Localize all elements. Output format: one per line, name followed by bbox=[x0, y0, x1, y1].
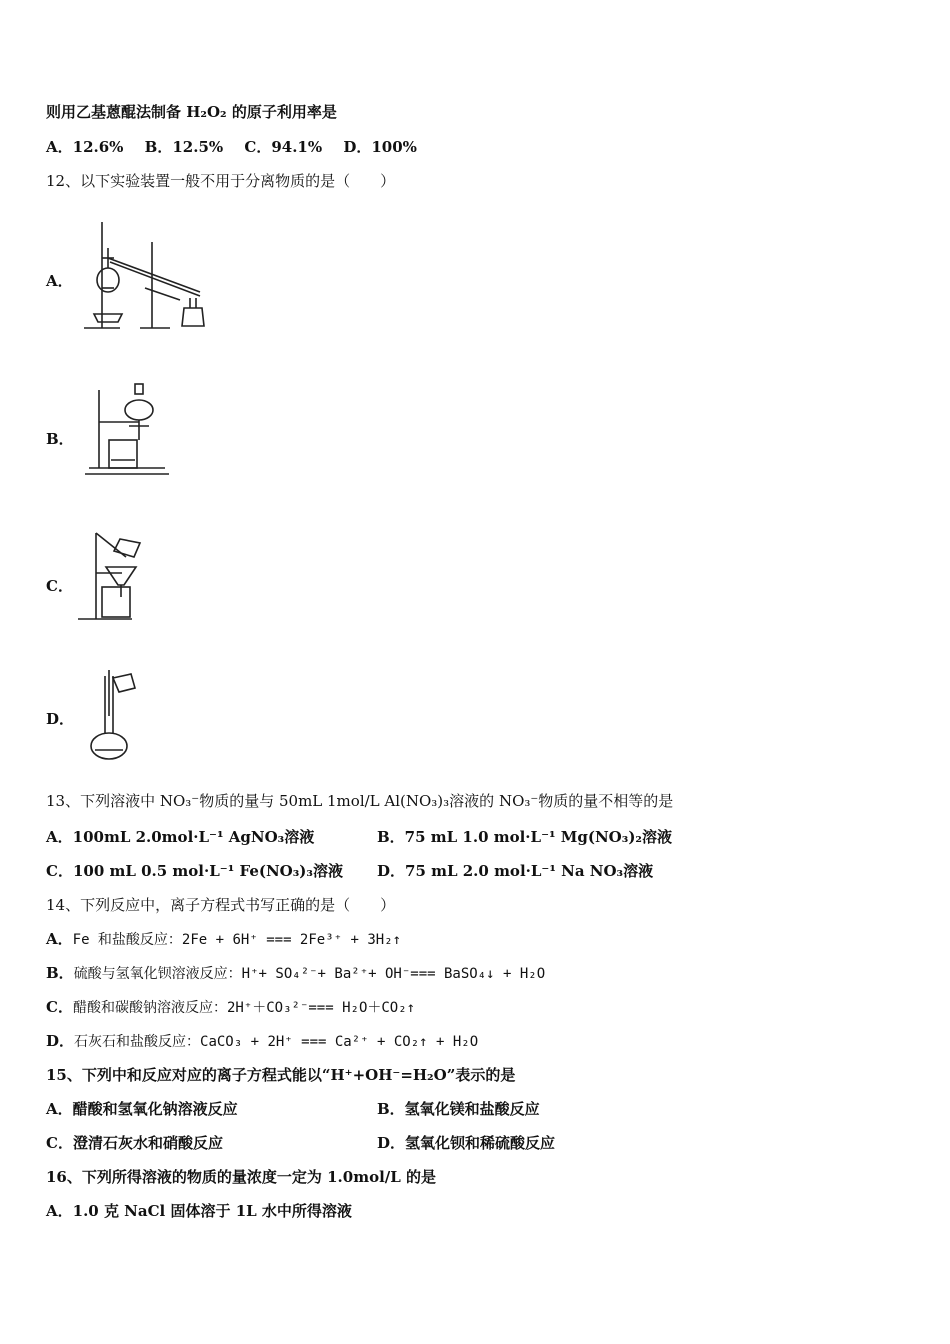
option-a[interactable] bbox=[46, 929, 401, 950]
option-a-label: A． bbox=[46, 930, 73, 948]
question-12-stem: 12、以下实验装置一般不用于分离物质的是（ ） bbox=[46, 172, 396, 190]
question-15-stem: 15、下列中和反应对应的离子方程式能以“H⁺+OH⁻=H₂O”表示的是 bbox=[46, 1066, 516, 1084]
option-d-label[interactable]: D． bbox=[46, 710, 75, 728]
option-d-label: D． bbox=[46, 1032, 75, 1050]
option-c-label: C． bbox=[46, 998, 73, 1016]
question-11-options bbox=[46, 137, 433, 157]
question-13-row1 bbox=[46, 827, 314, 847]
option-d-text: 石灰石和盐酸反应：CaCO₃ + 2H⁺ === Ca²⁺ + CO₂↑ + H₂O bbox=[74, 1034, 479, 1050]
option-c-label[interactable]: C． bbox=[46, 577, 73, 595]
option-b[interactable] bbox=[46, 963, 545, 984]
option-b[interactable]: B．12.5% bbox=[144, 138, 224, 156]
question-13-stem bbox=[46, 791, 673, 811]
option-a[interactable]: A．100mL 2.0mol·L⁻¹ AgNO₃溶液 bbox=[46, 828, 315, 846]
question-13-text: 13、下列溶液中 NO₃⁻物质的量与 50mL 1mol/L Al(NO₃)₃溶液的 NO₃⁻物质的量不相等的是 bbox=[46, 792, 674, 810]
option-c[interactable] bbox=[46, 997, 415, 1018]
volumetric-flask-image bbox=[85, 666, 143, 764]
separatory-funnel-image bbox=[83, 380, 173, 480]
option-b-text: 硫酸与氢氧化钡溶液反应：H⁺+ SO₄²⁻+ Ba²⁺+ OH⁻=== BaSO₄↓ + H₂O bbox=[73, 966, 546, 982]
question-16-stem: 16、下列所得溶液的物质的量浓度一定为 1.0mol/L 的是 bbox=[46, 1168, 437, 1186]
option-a[interactable]: A．1.0 克 NaCl 固体溶于 1L 水中所得溶液 bbox=[46, 1202, 352, 1220]
distillation-apparatus-image bbox=[80, 218, 215, 333]
option-c[interactable]: C．澄清石灰水和硝酸反应 bbox=[46, 1134, 223, 1152]
option-d[interactable]: D．氢氧化钡和稀硫酸反应 bbox=[377, 1134, 556, 1152]
option-a[interactable]: A．12.6% bbox=[46, 138, 124, 156]
question-14-stem: 14、下列反应中，离子方程式书写正确的是（ ） bbox=[46, 896, 396, 914]
question-11-stem: 则用乙基蒽醌法制备 H₂O₂ 的原子利用率是 bbox=[46, 103, 337, 121]
option-b[interactable]: B．75 mL 1.0 mol·L⁻¹ Mg(NO₃)₂溶液 bbox=[377, 828, 672, 846]
option-c[interactable]: C．94.1% bbox=[244, 138, 323, 156]
option-b-label: B． bbox=[46, 964, 74, 982]
option-a-text: Fe 和盐酸反应：2Fe + 6H⁺ === 2Fe³⁺ + 3H₂↑ bbox=[72, 932, 402, 948]
option-b[interactable]: B．氢氧化镁和盐酸反应 bbox=[377, 1100, 540, 1118]
option-a-label[interactable]: A． bbox=[46, 272, 73, 290]
option-d[interactable] bbox=[46, 1031, 478, 1052]
filtration-apparatus-image bbox=[76, 527, 148, 625]
option-c[interactable]: C．100 mL 0.5 mol·L⁻¹ Fe(NO₃)₃溶液 bbox=[46, 862, 343, 880]
question-13-row2 bbox=[46, 861, 343, 881]
option-b-label[interactable]: B． bbox=[46, 430, 74, 448]
option-a[interactable]: A．醋酸和氢氧化钠溶液反应 bbox=[46, 1100, 238, 1118]
option-d[interactable]: D．100% bbox=[343, 138, 417, 156]
option-c-text: 醋酸和碳酸钠溶液反应：2H⁺＋CO₃²⁻=== H₂O＋CO₂↑ bbox=[72, 1000, 416, 1016]
option-d[interactable]: D．75 mL 2.0 mol·L⁻¹ Na NO₃溶液 bbox=[377, 862, 654, 880]
